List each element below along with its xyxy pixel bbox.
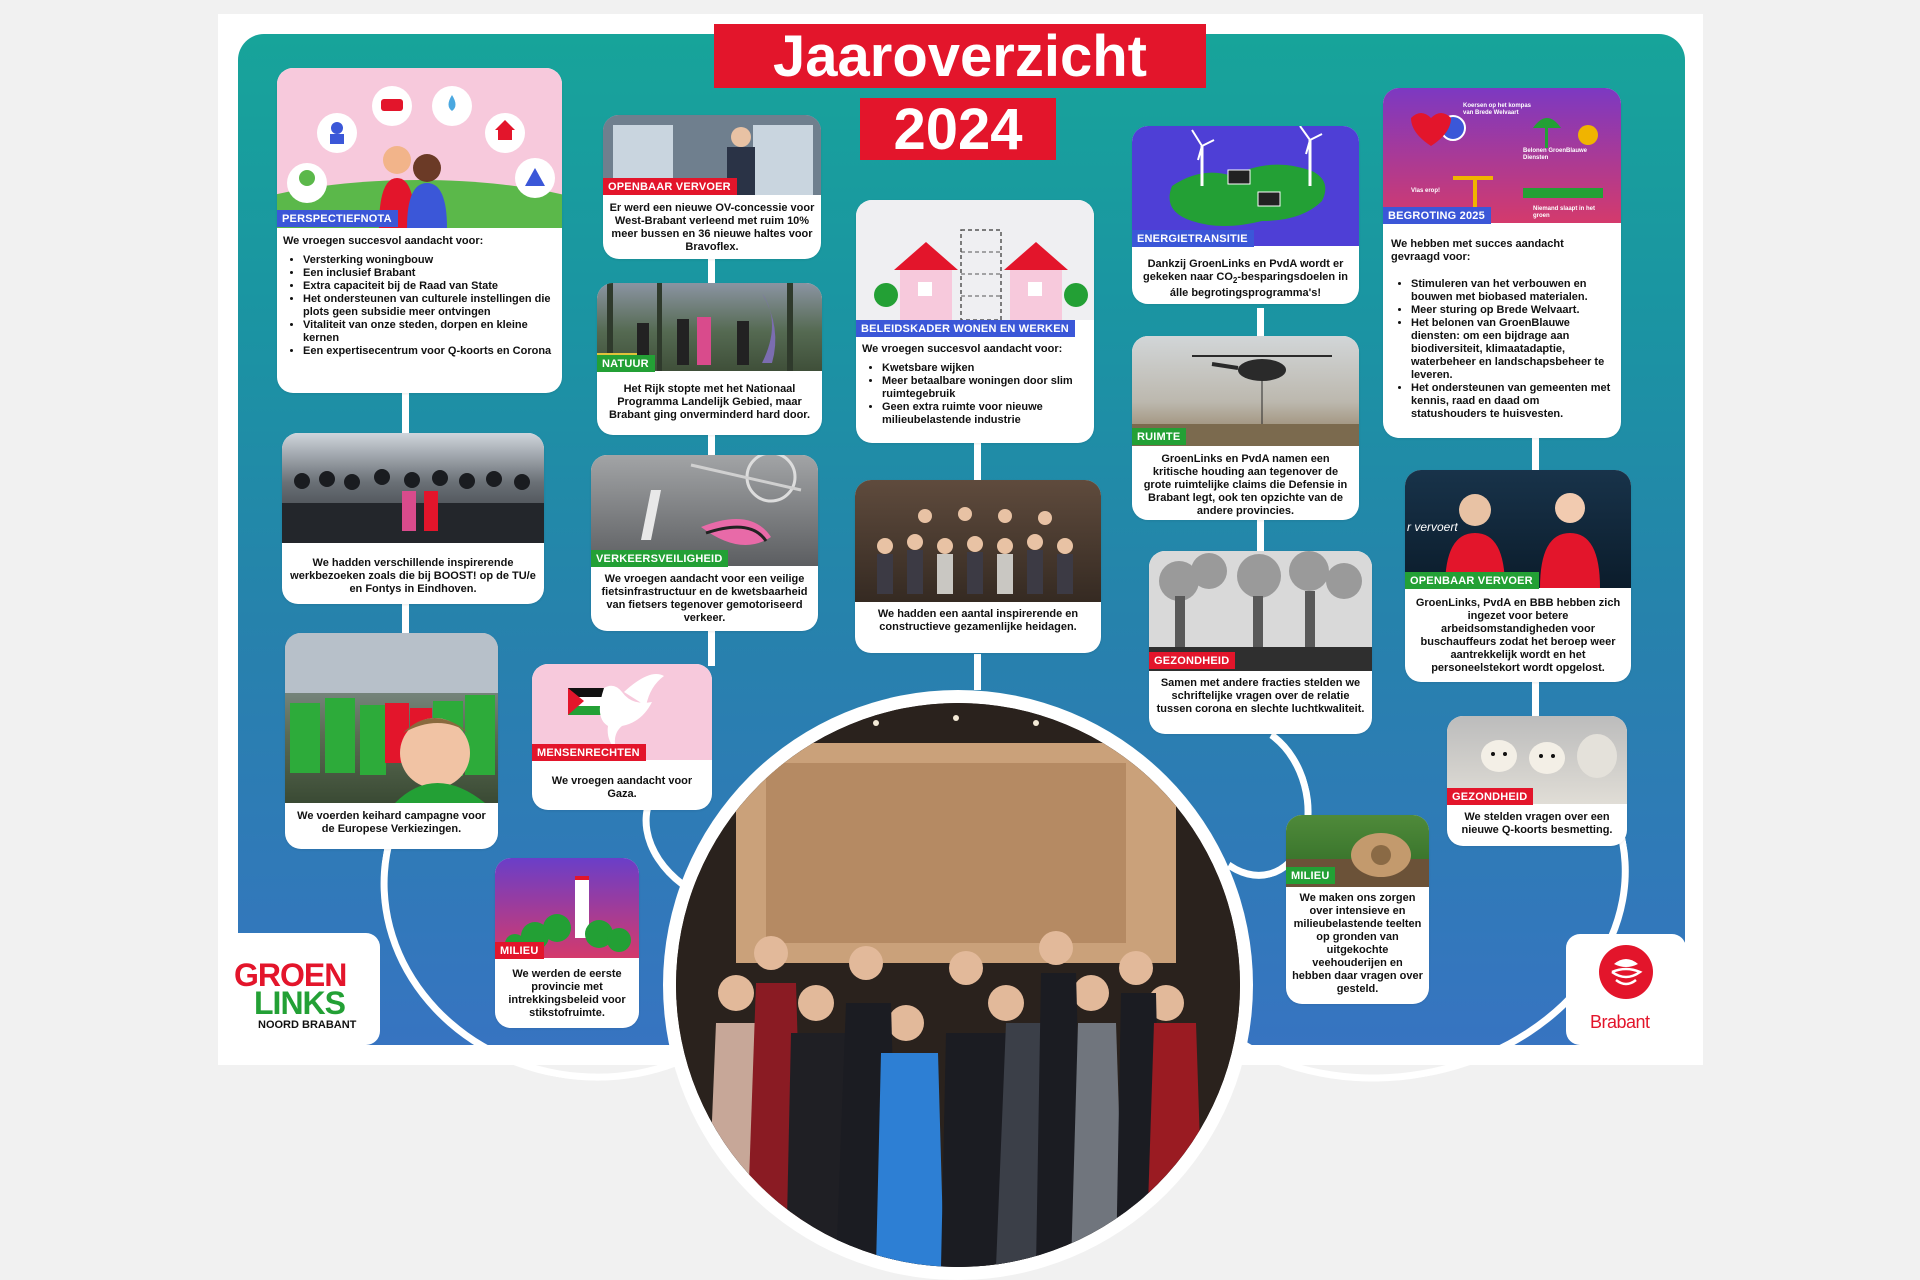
- category-tag: GEZONDHEID: [1149, 652, 1235, 669]
- category-tag: PERSPECTIEFNOTA: [277, 210, 398, 227]
- card-openbaar-vervoer-2: [1405, 470, 1631, 682]
- list-item: • Een inclusief Brabant: [303, 267, 556, 280]
- card-text: [283, 235, 556, 358]
- groenlinks-logo-line3: NOORD BRABANT: [258, 1019, 357, 1031]
- card-intro: We hebben met succes aandacht gevraagd voor:: [1391, 238, 1564, 263]
- card-ruimte: [1132, 336, 1359, 520]
- pic-label: Niemand slaapt in het groen: [1533, 206, 1596, 219]
- category-tag: VERKEERSVEILIGHEID: [591, 550, 728, 567]
- card-energietransitie: [1132, 126, 1359, 304]
- card-heidagen: [855, 480, 1101, 653]
- list-item: • Het ondersteunen van culturele instellingen die plots geen subsidie meer ontvingen: [303, 293, 556, 319]
- card-text: Samen met andere fracties stelden we schriftelijke vragen over de relatie tussen corona en slechte luchtkwaliteit.: [1156, 677, 1365, 715]
- category-tag: MENSENRECHTEN: [532, 744, 646, 761]
- illustration-houses: [856, 200, 1094, 320]
- card-text: GroenLinks, PvdA en BBB hebben zich ingezet voor betere arbeidsomstandigheden voor buschauffeurs zodat het beroep weer aantrekkelijk wordt en het personeelstekort wordt opgelost.: [1415, 597, 1621, 674]
- bullet-list: [1391, 278, 1615, 421]
- connector-line: [708, 258, 715, 284]
- card-openbaar-vervoer-1: [603, 115, 821, 259]
- card-text: We hadden verschillende inspirerende werkbezoeken zoals die bij BOOST! op de TU/e en Fontys in Eindhoven.: [290, 557, 536, 595]
- card-intro: We vroegen succesvol aandacht voor:: [862, 343, 1063, 355]
- card-natuur: [597, 283, 822, 435]
- connector-line: [1532, 436, 1539, 470]
- groenlinks-logo-line1: GROEN: [234, 957, 347, 993]
- houses-icon: [856, 200, 1094, 320]
- windmill-solar-icon: [1132, 126, 1359, 246]
- list-item: • Meer sturing op Brede Welvaart.: [1411, 304, 1615, 317]
- pic-label: Koersen op het kompas van Brede Welvaart: [1463, 103, 1532, 116]
- card-milieu-2: [1286, 815, 1429, 1004]
- connector-line: [974, 654, 981, 690]
- list-item: • Extra capaciteit bij de Raad van State: [303, 280, 556, 293]
- card-text: We voerden keihard campagne voor de Europese Verkiezingen.: [297, 810, 486, 835]
- bus-text: r vervoert: [1407, 520, 1458, 534]
- list-item: • Kwetsbare wijken: [882, 362, 1088, 375]
- photo-heidagen: [855, 480, 1101, 602]
- card-campagne: [285, 633, 498, 849]
- card-text: We hadden een aantal inspirerende en constructieve gezamenlijke heidagen.: [877, 608, 1079, 633]
- connector-line: [402, 390, 409, 438]
- list-item: • Versterking woningbouw: [303, 254, 556, 267]
- card-text: [862, 343, 1088, 427]
- card-text: Het Rijk stopte met het Nationaal Programma Landelijk Gebied, maar Brabant ging onverminderd hard door.: [608, 383, 811, 421]
- card-text: We werden de eerste provincie met intrekkingsbeleid voor stikstofruimte.: [508, 968, 626, 1019]
- category-tag: OPENBAAR VERVOER: [1405, 572, 1539, 589]
- list-item: • Het ondersteunen van gemeenten met kennis, raad en daad om statushouders te huisvesten.: [1411, 382, 1615, 421]
- pic-label: Belonen GroenBlauwe Diensten: [1523, 148, 1588, 161]
- bullet-list: [283, 254, 556, 358]
- card-text: Er werd een nieuwe OV-concessie voor West-Brabant verleend met ruim 10% meer bussen en 36 nieuwe haltes voor Bravoflex.: [609, 202, 815, 253]
- list-item: • Meer betaalbare woningen door slim ruimtegebruik: [882, 375, 1088, 401]
- card-gezondheid-1: [1149, 551, 1372, 734]
- team-photo: [676, 703, 1240, 1267]
- category-tag: RUIMTE: [1132, 428, 1186, 445]
- card-begroting-2025: [1383, 88, 1621, 438]
- list-item: • Geen extra ruimte voor nieuwe milieubelastende industrie: [882, 401, 1088, 427]
- card-text: GroenLinks en PvdA namen een kritische houding aan tegenover de grote ruimtelijke claims die Defensie in Brabant legt, ook ten opzichte van de andere provincies.: [1143, 453, 1348, 517]
- pic-label: Vlas erop!: [1411, 188, 1441, 194]
- illustration-windmills: [1132, 126, 1359, 246]
- connector-line: [1257, 308, 1264, 338]
- connector-line: [1257, 518, 1264, 552]
- illustration-people: [277, 68, 562, 228]
- connector-line: [402, 600, 409, 636]
- connector-line: [974, 443, 981, 481]
- card-intro: We vroegen succesvol aandacht voor:: [283, 235, 484, 247]
- card-werkbezoeken: [282, 433, 544, 604]
- photo-group: [282, 433, 544, 543]
- card-text: We vroegen aandacht voor een veilige fietsinfrastructuur en de kwetsbaarheid van fietsers tegenover gemotoriseerd verkeer.: [601, 573, 808, 624]
- list-item: • Het belonen van GroenBlauwe diensten: om een bijdrage aan biodiversiteit, klimaatadaptie, waterbeheer en landschapsbeheer te leveren.: [1411, 317, 1615, 382]
- card-text: [1391, 238, 1615, 421]
- people-illustration-icon: [277, 68, 562, 228]
- card-milieu-1: [495, 858, 639, 1028]
- category-tag: ENERGIETRANSITIE: [1132, 230, 1254, 247]
- category-tag: NATUUR: [597, 355, 655, 372]
- card-wonen-werken: [856, 200, 1094, 443]
- list-item: • Stimuleren van het verbouwen en bouwen met biobased materialen.: [1411, 278, 1615, 304]
- card-mensenrechten: [532, 664, 712, 810]
- category-tag: BEGROTING 2025: [1383, 207, 1491, 224]
- photo-campaign: [285, 633, 498, 803]
- list-item: • Een expertisecentrum voor Q-koorts en Corona: [303, 345, 556, 358]
- card-text: Dankzij GroenLinks en PvdA wordt er gekeken naar $CO_2$-besparingsdoelen in álle begrotingsprogramma's!: [1143, 258, 1348, 300]
- bullet-list: [862, 362, 1088, 427]
- card-text: We stelden vragen over een nieuwe Q-koorts besmetting.: [1461, 811, 1613, 836]
- list-item: • Vitaliteit van onze steden, dorpen en kleine kernen: [303, 319, 556, 345]
- card-text: We maken ons zorgen over intensieve en milieubelastende teelten op gronden van uitgekochte veehouderijen en hebben daar vragen over gesteld.: [1292, 892, 1423, 995]
- page-year: 2024: [860, 98, 1056, 160]
- category-tag: BELEIDSKADER WONEN EN WERKEN: [856, 320, 1075, 337]
- card-verkeersveiligheid: [591, 455, 818, 631]
- connector-line: [708, 628, 715, 666]
- category-tag: OPENBAAR VERVOER: [603, 178, 737, 195]
- connector-line: [1532, 680, 1539, 716]
- card-gezondheid-2: [1447, 716, 1627, 846]
- card-perspectiefnota: [277, 68, 562, 393]
- pvda-rose-icon: [1594, 942, 1658, 1002]
- category-tag: GEZONDHEID: [1447, 788, 1533, 805]
- page-title: Jaaroverzicht: [714, 24, 1206, 88]
- category-tag: MILIEU: [495, 942, 544, 959]
- category-tag: MILIEU: [1286, 867, 1335, 884]
- pvda-logo-label: Brabant: [1590, 1012, 1650, 1032]
- groenlinks-logo-line2: LINKS: [254, 985, 345, 1021]
- card-text: We vroegen aandacht voor Gaza.: [551, 775, 693, 800]
